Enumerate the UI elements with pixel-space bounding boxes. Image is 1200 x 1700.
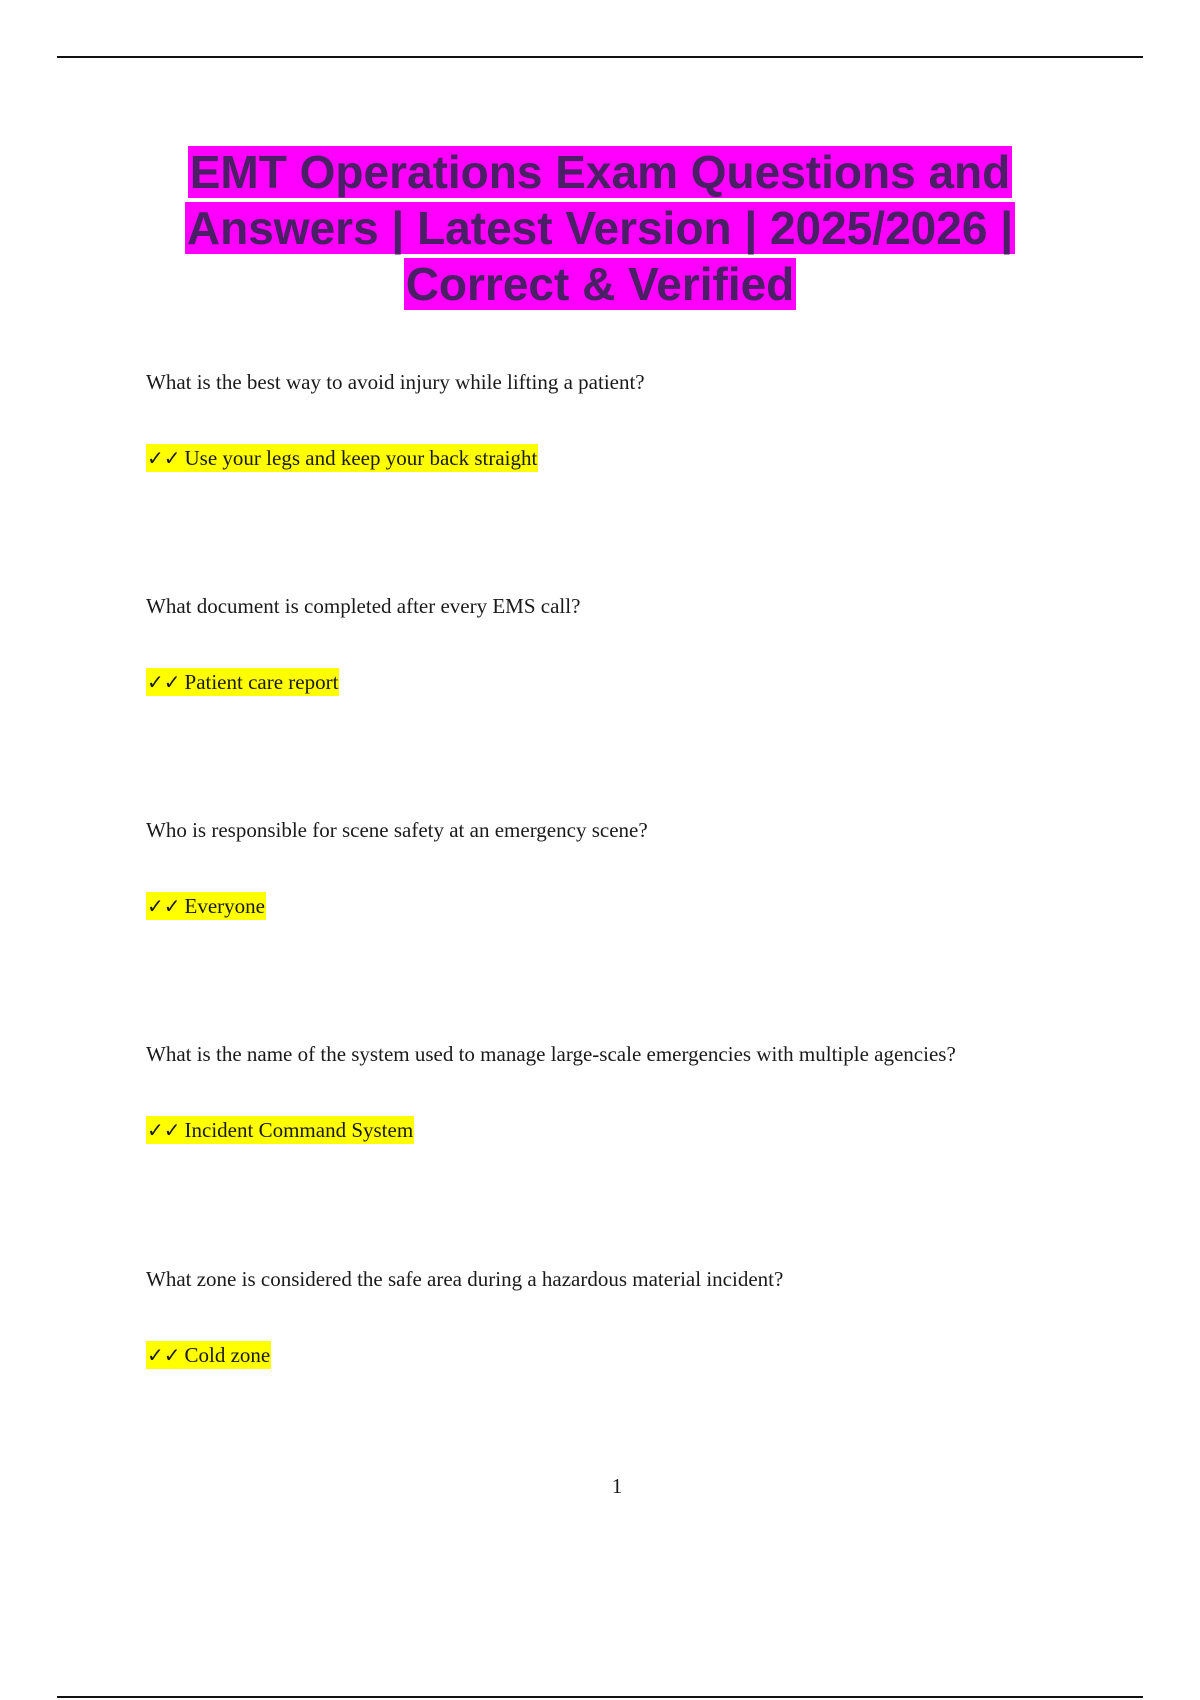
qa-item-5	[146, 1265, 1106, 1369]
question-text: What is the name of the system used to manage large-scale emergencies with multiple agencies?	[146, 1042, 956, 1066]
double-check-icon: ✓✓	[147, 446, 181, 470]
answer-highlight	[146, 1341, 271, 1369]
question-text: What document is completed after every EMS call?	[146, 594, 581, 618]
answer-text: Use your legs and keep your back straight	[184, 446, 538, 470]
qa-item-2	[146, 592, 1106, 696]
qa-item-3	[146, 816, 1106, 920]
answer-highlight	[146, 1116, 414, 1144]
page-number: 1	[611, 1474, 623, 1498]
question-text: What zone is considered the safe area during a hazardous material incident?	[146, 1267, 784, 1291]
double-check-icon: ✓✓	[147, 670, 181, 694]
answer-text: Incident Command System	[184, 1118, 414, 1142]
top-rule	[57, 56, 1143, 58]
answer-highlight	[146, 444, 538, 472]
double-check-icon: ✓✓	[147, 1343, 181, 1367]
title-block	[100, 144, 1100, 312]
double-check-icon: ✓✓	[147, 894, 181, 918]
qa-item-1	[146, 368, 1106, 472]
answer-text: Everyone	[184, 894, 265, 918]
bottom-rule	[57, 1696, 1143, 1698]
double-check-icon: ✓✓	[147, 1118, 181, 1142]
answer-text: Patient care report	[184, 670, 339, 694]
answer-highlight	[146, 668, 339, 696]
answer-highlight	[146, 892, 266, 920]
answer-text: Cold zone	[184, 1343, 271, 1367]
document-title: EMT Operations Exam Questions and Answers | Latest Version | 2025/2026 | Correct & Verified	[186, 146, 1014, 310]
question-text: Who is responsible for scene safety at an emergency scene?	[146, 818, 648, 842]
qa-item-4	[146, 1040, 1106, 1144]
question-text: What is the best way to avoid injury while lifting a patient?	[146, 370, 645, 394]
